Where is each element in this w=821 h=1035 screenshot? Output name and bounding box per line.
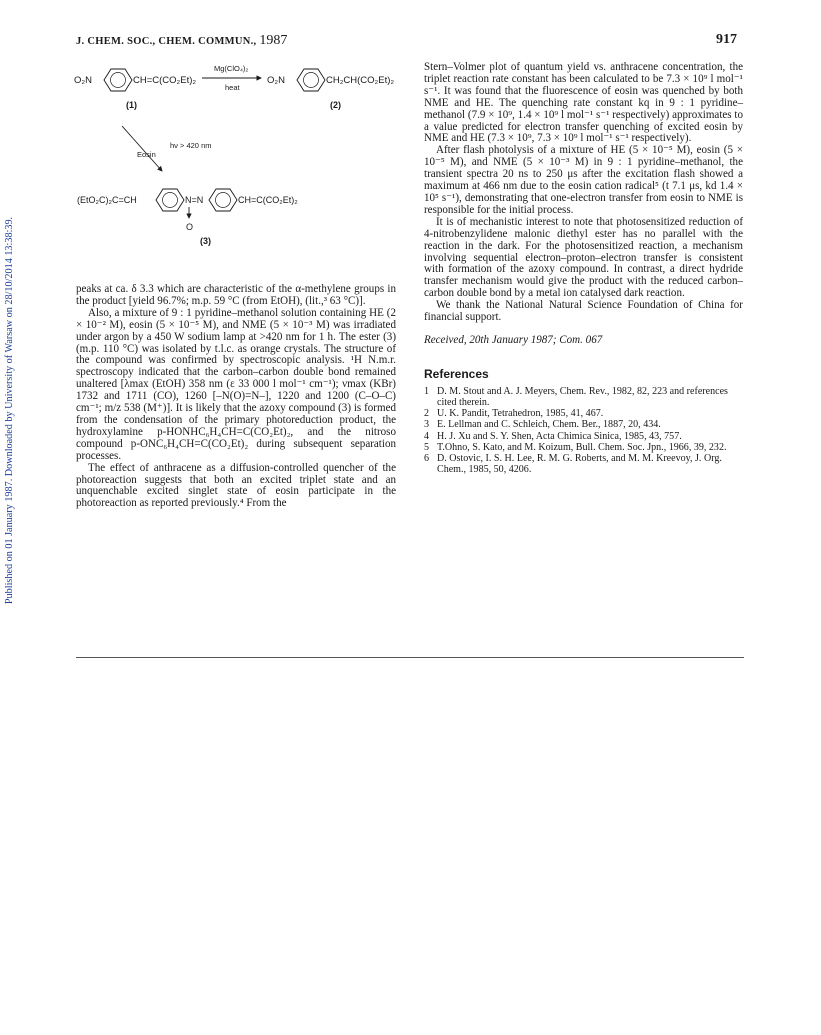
- paragraph: Stern–Volmer plot of quantum yield vs. anthracene concentration, the triplet reaction rate constant has been calculated to be 7.3 × 10⁹ l mol⁻¹ s⁻¹. It was found that the fluorescence of eosin was quenched by both NME and HE. The quenching rate constant kq in 9 : 1 pyridine–methanol (7.9 × 10⁹, 1.4 × 10⁹ l mol⁻¹ s⁻¹ respectively) approximates to a value predicted for electron transfer quenching of excited eosin by NME and HE (7.3 × 10⁹, 7.3 × 10⁹ l mol⁻¹ s⁻¹ respectively).: [424, 61, 743, 145]
- reference-text: T.Ohno, S. Kato, and M. Koizum, Bull. Chem. Soc. Jpn., 1966, 39, 232.: [437, 441, 727, 453]
- reference-item: [424, 431, 743, 442]
- reference-item: [424, 442, 743, 453]
- paragraph: It is of mechanistic interest to note that photosensitized reduction of 4-nitrobenzylidene malonic diethyl ester has no parallel with the reaction in the dark. For the photosensitized reaction, a mechanism involving sequential electron–proton–electron transfer is consistent with formation of the azoxy compound. In contrast, a direct hydride transfer mechanism would give the product with the reduced carbon–carbon double bond by a metal ion catalysed dark reaction.: [424, 215, 743, 300]
- reference-number: 5: [424, 441, 430, 453]
- azoxy-linkage: N=N: [185, 195, 204, 205]
- received-line: Received, 20th January 1987; Com. 067: [424, 333, 603, 346]
- reference-item: [424, 453, 743, 475]
- reference-text: U. K. Pandit, Tetrahedron, 1985, 41, 467.: [437, 408, 604, 420]
- reagent-label: Mg(ClO₄)₂: [214, 64, 249, 73]
- reference-list: [424, 386, 743, 476]
- reference-item: [424, 419, 743, 430]
- references-heading: References: [424, 366, 489, 381]
- paragraph: Also, a mixture of 9 : 1 pyridine–methanol solution containing HE (2 × 10⁻² M), eosin (5 × 10⁻⁵ M), and NME (5 × 10⁻³ M) was irradiated under argon by a 450 W sodium lamp at >420 nm for 1 h. The ester (3) (m.p. 110 °C) was isolated by t.l.c. as orange crystals. The structure of the compound was confirmed by spectroscopic analysis. ¹H N.m.r. spectroscopy indicated that the carbon–carbon double bond remained unaltered [λmax (EtOH) 358 nm (ε 33 000 l mol⁻¹ cm⁻¹); νmax (KBr) 1732 and 1711 (CO), 1260 [–N(O)=N–], 1220 and 1200 (C–O–C) cm⁻¹; m/z 538 (M⁺)]. It is likely that the azoxy compound (3) is formed from the condensation of the primary photoreduction product, the hydroxylamine p-HONHC₆H₄CH=C(CO₂Et)₂, and the nitroso compound p-ONC₆H₄CH=C(CO₂Et)₂ during subsequent separation processes.: [76, 306, 396, 462]
- azoxy-left-group: (EtO₂C)₂C=CH: [77, 195, 137, 205]
- paragraph: We thank the National Natural Science Foundation of China for financial support.: [424, 299, 743, 324]
- aromatic-circle-1: [111, 73, 126, 88]
- aromatic-circle-2: [304, 73, 319, 88]
- reference-text: D. M. Stout and A. J. Meyers, Chem. Rev., 1982, 82, 223 and references cited therein.: [437, 385, 728, 408]
- reference-number: 1: [424, 385, 430, 397]
- photo-condition-label: hν > 420 nm: [170, 141, 212, 150]
- reference-text: E. Lellman and C. Schleich, Chem. Ber., 1887, 20, 434.: [437, 419, 661, 431]
- running-head: [76, 33, 287, 49]
- sensitizer-label: Eosin: [137, 150, 156, 159]
- download-watermark: [2, 190, 18, 630]
- compound-label-1: (1): [126, 100, 137, 110]
- journal-name: J. CHEM. SOC., CHEM. COMMUN.,: [76, 36, 257, 47]
- right-column: [424, 62, 743, 475]
- compound-label-3: (3): [200, 236, 211, 246]
- product-nitro-group: O₂N: [267, 75, 285, 86]
- photoreaction-arrow: [122, 126, 162, 171]
- reactant-substituent: CH=C(CO₂Et)₂: [133, 75, 197, 86]
- paragraph: peaks at ca. δ 3.3 which are characteristic of the α-methylene groups in the product [yield 96.7%; m.p. 59 °C (from EtOH), (lit.,³ 63 °C)].: [76, 283, 396, 307]
- reference-number: 6: [424, 452, 430, 464]
- aromatic-circle-3: [163, 193, 178, 208]
- reference-text: D. Ostovic, I. S. H. Lee, R. M. G. Roberts, and M. M. Kreevoy, J. Org. Chem., 1985, 50, 4206.: [437, 452, 722, 476]
- reference-item: [424, 408, 743, 419]
- download-watermark-text: Published on 01 January 1987. Downloaded by University of Warsaw on 28/10/2014 13:38:39.: [4, 216, 16, 604]
- product-substituent: CH₂CH(CO₂Et)₂: [326, 75, 395, 86]
- journal-year: 1987: [259, 33, 288, 48]
- reference-item: [424, 386, 743, 408]
- reactant-nitro-group: O₂N: [74, 75, 92, 86]
- compound-label-2: (2): [330, 100, 341, 110]
- page-number: 917: [716, 32, 737, 47]
- paragraph: The effect of anthracene as a diffusion-controlled quencher of the photoreaction suggests that both an excited triplet state and an unquenchable excited singlet state of eosin participate in the photoreaction as reported previously.⁴ From the: [76, 461, 396, 510]
- reference-text: H. J. Xu and S. Y. Shen, Acta Chimica Sinica, 1985, 43, 757.: [437, 430, 682, 442]
- aromatic-circle-4: [216, 193, 231, 208]
- condition-label: heat: [225, 83, 240, 92]
- paragraph: After flash photolysis of a mixture of HE (5 × 10⁻⁵ M), eosin (5 × 10⁻⁵ M), and NME (5 × 10⁻³ M) in 9 : 1 pyridine–methanol, the transient spectra 20 ns to 250 μs after the excitation flash showed a maximum at 466 nm due to the eosin cation radical⁵ (t 7.1 μs, kd 1.4 × 10⁵ s⁻¹), demonstrating that one-electron transfer from eosin to NME is responsible for the initial process.: [424, 144, 743, 216]
- reaction-scheme: [74, 58, 395, 248]
- bottom-rule: [76, 657, 744, 658]
- left-column: [76, 284, 396, 510]
- reference-number: 4: [424, 430, 430, 442]
- azoxy-oxygen: O: [186, 222, 194, 232]
- reference-number: 2: [424, 408, 430, 420]
- reference-number: 3: [424, 419, 430, 431]
- azoxy-right-group: CH=C(CO₂Et)₂: [238, 195, 298, 205]
